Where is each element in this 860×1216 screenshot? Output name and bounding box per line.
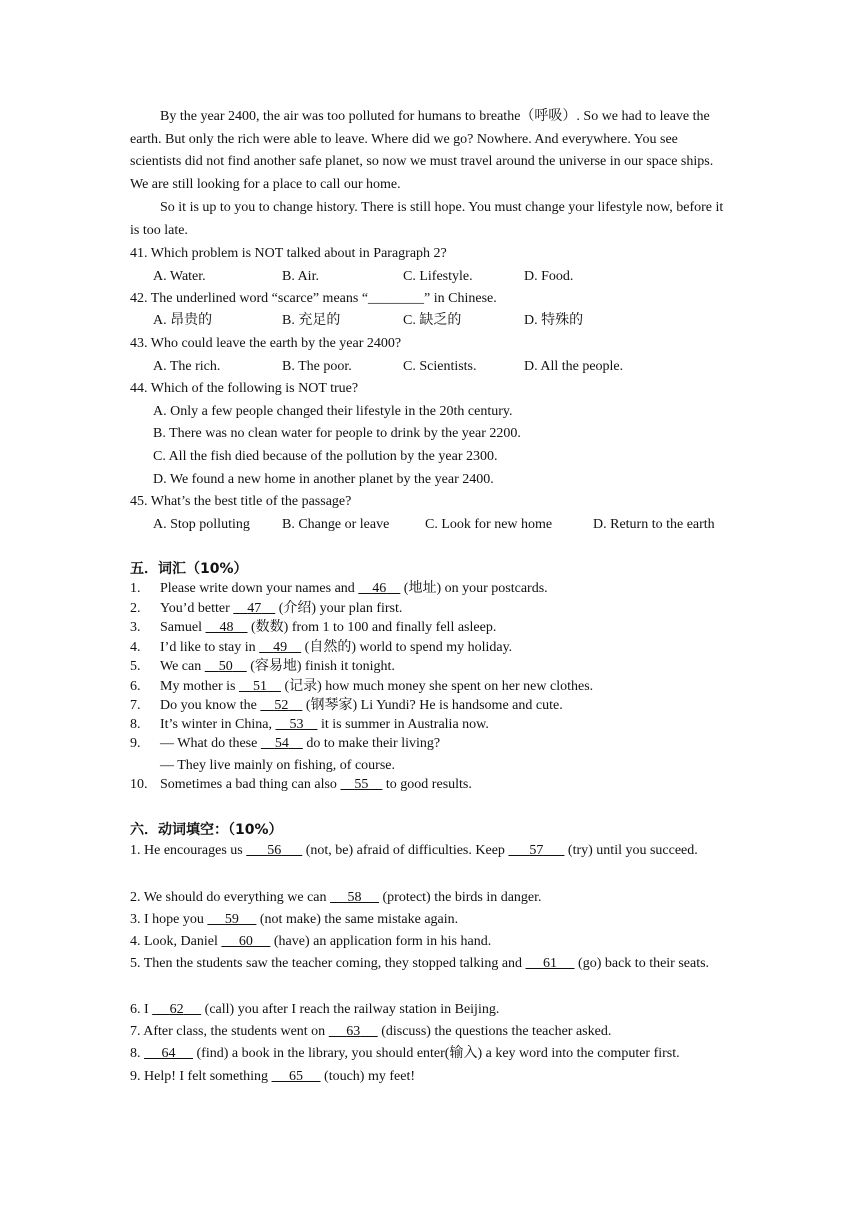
vocab-item-10: 10. Sometimes a bad thing can also 55 to good results. bbox=[130, 777, 472, 792]
q43-option-b: B. The poor. bbox=[282, 359, 352, 374]
verb-item-7: 7. After class, the students went on 63 (discuss) the questions the teacher asked. bbox=[130, 1024, 612, 1039]
q41-option-c: C. Lifestyle. bbox=[403, 269, 473, 284]
blank-53[interactable]: 53 bbox=[289, 717, 304, 732]
q45-option-a: A. Stop polluting bbox=[153, 517, 250, 532]
blank-60[interactable]: 60 bbox=[238, 934, 253, 949]
blank-52[interactable]: 52 bbox=[274, 698, 289, 713]
q42-option-b: B. 充足的 bbox=[282, 313, 341, 328]
q44-option-c: C. All the fish died because of the pollution by the year 2300. bbox=[153, 449, 498, 464]
q44-option-b: B. There was no clean water for people to drink by the year 2200. bbox=[153, 426, 521, 441]
passage-paragraph-2: So it is up to you to change history. There is still hope. You must change your lifestyle now, before it is too late. bbox=[130, 200, 724, 238]
question-42-stem: 42. The underlined word “scarce” means “________” in Chinese. bbox=[130, 291, 497, 306]
verb-item-2: 2. We should do everything we can 58 (protect) the birds in danger. bbox=[130, 890, 542, 905]
blank-54[interactable]: 54 bbox=[274, 736, 289, 751]
question-41-stem: 41. Which problem is NOT talked about in Paragraph 2? bbox=[130, 246, 447, 261]
vocab-item-1: 1. Please write down your names and 46 (地址) on your postcards. bbox=[130, 581, 548, 596]
vocab-item-2: 2. You’d better 47 (介绍) your plan first. bbox=[130, 601, 403, 616]
blank-61[interactable]: 61 bbox=[543, 956, 558, 971]
blank-62[interactable]: 62 bbox=[169, 1002, 184, 1017]
q42-option-a: A. 昂贵的 bbox=[153, 313, 213, 328]
vocab-item-9: 9. — What do these 54 do to make their living? bbox=[130, 736, 441, 751]
blank-56[interactable]: 56 bbox=[267, 843, 282, 858]
verb-item-3: 3. I hope you 59 (not make) the same mistake again. bbox=[130, 912, 459, 927]
vocab-item-7: 7. Do you know the 52 (钢琴家) Li Yundi? He is handsome and cute. bbox=[130, 698, 563, 713]
q43-option-c: C. Scientists. bbox=[403, 359, 477, 374]
q43-option-d: D. All the people. bbox=[524, 359, 624, 374]
vocab-item-8: 8. It’s winter in China, 53 it is summer in Australia now. bbox=[130, 717, 489, 732]
blank-48[interactable]: 48 bbox=[219, 620, 234, 635]
question-45-stem: 45. What’s the best title of the passage? bbox=[130, 494, 352, 509]
q44-option-a: A. Only a few people changed their lifestyle in the 20th century. bbox=[153, 404, 513, 419]
vocab-item-3: 3. Samuel 48 (数数) from 1 to 100 and finally fell asleep. bbox=[130, 620, 497, 635]
q42-option-c: C. 缺乏的 bbox=[403, 313, 462, 328]
passage-paragraph-1: By the year 2400, the air was too polluted for humans to breathe（呼吸）. So we had to leave the earth. But only the rich were able to leave. Where did we go? Nowhere. And everywhere. You see scientists did not find another safe planet, so now we must travel around the universe in our space ships. We are still looking for a place to call our home. bbox=[130, 109, 714, 192]
blank-49[interactable]: 49 bbox=[273, 640, 288, 655]
q41-option-a: A. Water. bbox=[153, 269, 206, 284]
q43-option-a: A. The rich. bbox=[153, 359, 221, 374]
verb-item-8: 8. 64 (find) a book in the library, you should enter(输入) a key word into the computer first. bbox=[130, 1046, 680, 1061]
blank-64[interactable]: 64 bbox=[161, 1046, 176, 1061]
q41-option-b: B. Air. bbox=[282, 269, 319, 284]
blank-47[interactable]: 47 bbox=[247, 601, 262, 616]
q42-option-d: D. 特殊的 bbox=[524, 313, 584, 328]
verb-item-9: 9. Help! I felt something 65 (touch) my feet! bbox=[130, 1069, 415, 1084]
vocab-item-6: 6. My mother is 51 (记录) how much money she spent on her new clothes. bbox=[130, 679, 594, 694]
q45-option-b: B. Change or leave bbox=[282, 517, 390, 532]
q45-option-d: D. Return to the earth bbox=[593, 517, 715, 532]
verb-item-5: 5. Then the students saw the teacher coming, they stopped talking and 61 (go) back to their seats. bbox=[130, 956, 710, 971]
blank-59[interactable]: 59 bbox=[224, 912, 239, 927]
blank-46[interactable]: 46 bbox=[372, 581, 387, 596]
q41-option-d: D. Food. bbox=[524, 269, 574, 284]
vocab-item-9-answer: — They live mainly on fishing, of course. bbox=[160, 758, 395, 773]
question-43-stem: 43. Who could leave the earth by the year 2400? bbox=[130, 336, 402, 351]
vocab-item-4: 4. I’d like to stay in 49 (自然的) world to spend my holiday. bbox=[130, 640, 513, 655]
q44-option-d: D. We found a new home in another planet by the year 2400. bbox=[153, 472, 494, 487]
vocab-item-5: 5. We can 50 (容易地) finish it tonight. bbox=[130, 659, 395, 674]
section-6-title: 六．动词填空：（10%） bbox=[130, 822, 283, 838]
verb-item-4: 4. Look, Daniel 60 (have) an application form in his hand. bbox=[130, 934, 492, 949]
blank-57[interactable]: 57 bbox=[529, 843, 544, 858]
question-44-stem: 44. Which of the following is NOT true? bbox=[130, 381, 359, 396]
verb-item-6: 6. I 62 (call) you after I reach the railway station in Beijing. bbox=[130, 1002, 500, 1017]
blank-51[interactable]: 51 bbox=[252, 679, 267, 694]
blank-55[interactable]: 55 bbox=[354, 777, 369, 792]
section-5-title: 五．词汇（10%） bbox=[130, 561, 248, 577]
verb-item-1: 1. He encourages us 56 (not, be) afraid of difficulties. Keep 57 (try) until you succeed. bbox=[130, 843, 698, 858]
blank-58[interactable]: 58 bbox=[347, 890, 362, 905]
blank-63[interactable]: 63 bbox=[346, 1024, 361, 1039]
q45-option-c: C. Look for new home bbox=[425, 517, 553, 532]
blank-50[interactable]: 50 bbox=[218, 659, 233, 674]
blank-65[interactable]: 65 bbox=[289, 1069, 304, 1084]
